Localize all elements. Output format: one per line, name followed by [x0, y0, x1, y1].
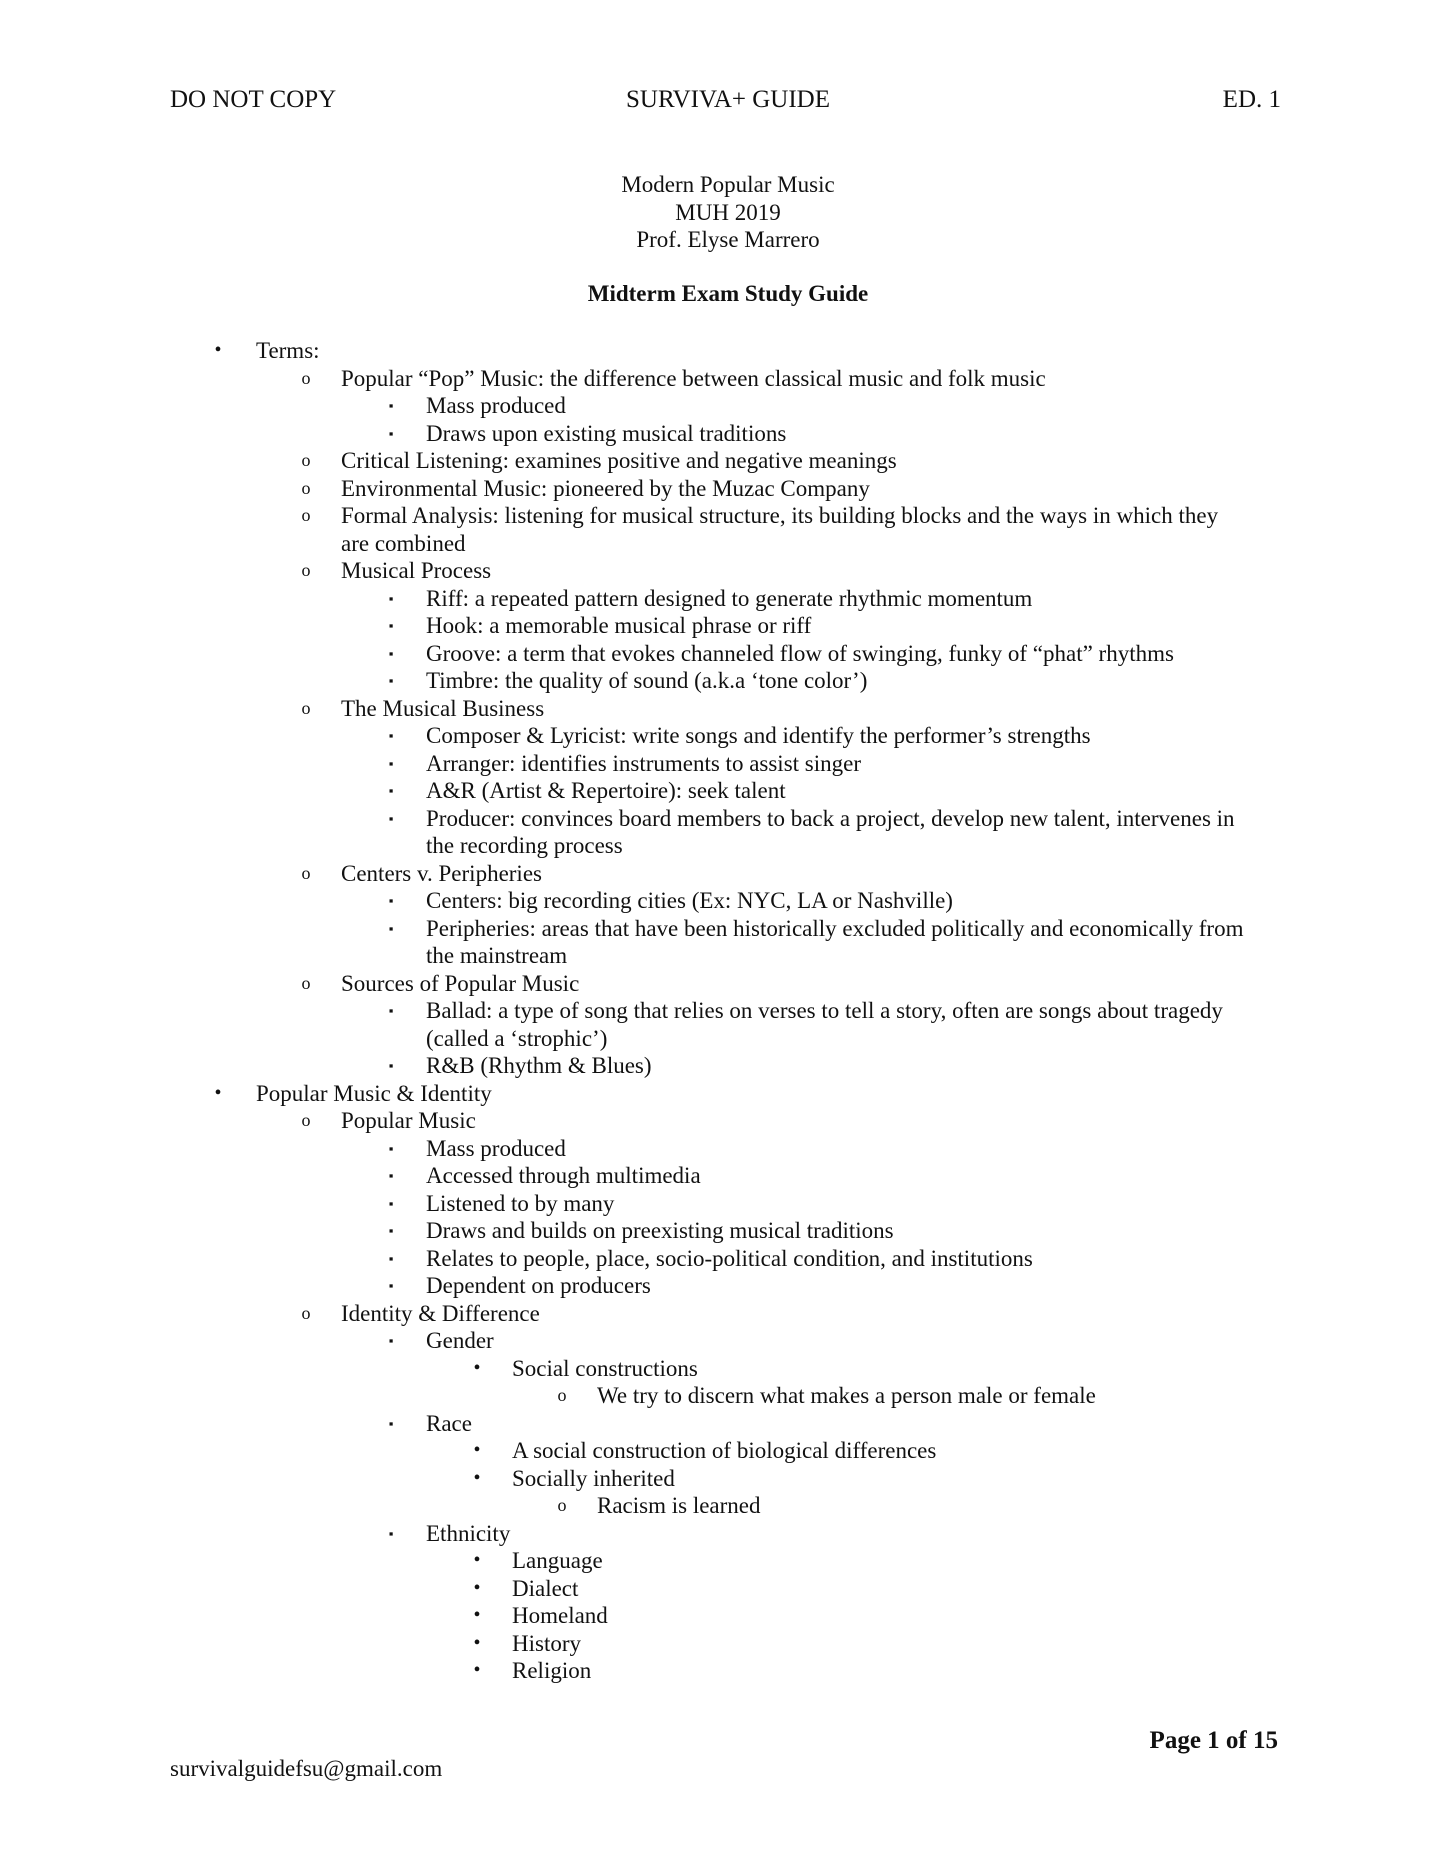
outline-item-text: Dialect: [512, 1575, 579, 1601]
outline-item-text: Listened to by many: [426, 1190, 615, 1216]
outline-item-level-3: [0, 1245, 1456, 1273]
outline-item-text: Centers v. Peripheries: [341, 860, 542, 886]
outline-item-level-2: [0, 695, 1456, 723]
outline-item-text: Language: [512, 1548, 603, 1573]
bullet-marker-icon: •: [214, 339, 222, 361]
course-code: MUH 2019: [675, 199, 781, 225]
outline-item-level-2: [0, 860, 1456, 888]
outline-item-level-4: [0, 1575, 1456, 1603]
bullet-marker-icon: ▪: [388, 425, 394, 441]
outline-item-text: Ballad: a type of song that relies on verses to tell a story, often are songs about tragedy: [426, 998, 1223, 1023]
outline-item-text: Mass produced: [426, 393, 566, 418]
bullet-marker-icon: •: [473, 1439, 481, 1461]
outline-item-level-3: [0, 1520, 1456, 1548]
outline-item-continuation: [0, 832, 1456, 860]
outline-item-level-4: [0, 1547, 1456, 1575]
outline-item-text: Accessed through multimedia: [426, 1163, 701, 1188]
outline-item-text: Popular “Pop” Music: the difference between classical music and folk music: [341, 365, 1046, 391]
bullet-marker-icon: o: [301, 1302, 311, 1323]
outline-item-text: Popular Music: [341, 1108, 476, 1133]
outline-item-level-5: [0, 1492, 1456, 1520]
outline-item-text: Timbre: the quality of sound (a.k.a ‘tone color’): [426, 668, 868, 693]
outline-item-text: Groove: a term that evokes channeled flow of swinging, funky of “phat” rhythms: [426, 640, 1174, 666]
outline-item-level-3: [0, 750, 1456, 778]
outline-item-level-2: [0, 557, 1456, 585]
outline-item-level-3: [0, 1052, 1456, 1080]
outline-item-continuation: [0, 530, 1456, 558]
outline-item-text: Terms:: [256, 338, 320, 363]
bullet-marker-icon: ▪: [388, 645, 394, 661]
bullet-marker-icon: o: [301, 505, 311, 525]
bullet-marker-icon: ▪: [388, 1278, 394, 1293]
bullet-marker-icon: ▪: [388, 1003, 394, 1018]
outline-item-continuation-text: are combined: [341, 530, 466, 556]
outline-item-text: Relates to people, place, socio-political condition, and institutions: [426, 1245, 1033, 1271]
outline-item-level-4: [0, 1355, 1456, 1383]
bullet-marker-icon: o: [301, 367, 311, 388]
outline-item-level-3: [0, 667, 1456, 695]
outline-item-level-2: [0, 447, 1456, 475]
outline-item-text: Socially inherited: [512, 1465, 675, 1491]
bullet-marker-icon: ▪: [388, 1223, 394, 1238]
outline-item-text: Riff: a repeated pattern designed to generate rhythmic momentum: [426, 585, 1033, 611]
outline-item-text: Producer: convinces board members to back a project, develop new talent, intervenes in: [426, 805, 1235, 831]
bullet-marker-icon: •: [473, 1604, 481, 1626]
professor-name: Prof. Elyse Marrero: [636, 227, 820, 252]
bullet-marker-icon: ▪: [388, 893, 394, 908]
outline-item-text: Popular Music & Identity: [256, 1080, 492, 1106]
header-left-text: DO NOT COPY: [170, 86, 337, 113]
outline-item-level-4: [0, 1465, 1456, 1493]
outline-item-text: Formal Analysis: listening for musical structure, its building blocks and the ways in which they: [341, 503, 1219, 528]
header-center-text: SURVIVA+ GUIDE: [625, 86, 830, 113]
outline-item-level-4: [0, 1630, 1456, 1658]
outline-item-level-3: [0, 585, 1456, 613]
bullet-marker-icon: ▪: [388, 1195, 394, 1211]
bullet-marker-icon: ▪: [388, 920, 394, 936]
page-number: [1150, 1727, 1278, 1755]
bullet-marker-icon: ▪: [388, 1250, 394, 1266]
page-label: Page: [1149, 1727, 1208, 1754]
bullet-marker-icon: •: [473, 1659, 481, 1681]
bullet-marker-icon: o: [301, 862, 311, 883]
course-name: Modern Popular Music: [621, 172, 835, 197]
bullet-marker-icon: ▪: [388, 618, 394, 633]
bullet-marker-icon: o: [301, 697, 311, 718]
outline-item-text: Racism is learned: [597, 1493, 761, 1518]
outline-item-text: Critical Listening: examines positive and negative meanings: [341, 448, 897, 473]
outline-item-level-3: [0, 915, 1456, 943]
outline-item-text: We try to discern what makes a person male or female: [597, 1383, 1096, 1408]
outline-item-text: Composer & Lyricist: write songs and identify the performer’s strengths: [426, 723, 1091, 748]
outline-item-level-1: [0, 1080, 1456, 1108]
outline-item-text: Environmental Music: pioneered by the Muzac Company: [341, 475, 870, 501]
bullet-marker-icon: ▪: [388, 1168, 394, 1183]
outline-item-text: Arranger: identifies instruments to assist singer: [426, 750, 862, 776]
outline-item-text: Peripheries: areas that have been historically excluded politically and economically from: [426, 915, 1244, 941]
outline-item-continuation: [0, 942, 1456, 970]
bullet-marker-icon: ▪: [388, 1333, 394, 1348]
outline-item-level-3: [0, 392, 1456, 420]
outline-item-level-3: [0, 1162, 1456, 1190]
outline-item-text: Musical Process: [341, 558, 492, 583]
outline-item-text: Gender: [426, 1328, 494, 1353]
outline-item-level-3: [0, 420, 1456, 448]
outline-item-level-1: [0, 337, 1456, 365]
outline-item-level-3: [0, 805, 1456, 833]
outline-item-level-2: [0, 475, 1456, 503]
bullet-marker-icon: o: [301, 450, 311, 470]
bullet-marker-icon: o: [301, 477, 311, 498]
outline-item-level-4: [0, 1602, 1456, 1630]
bullet-marker-icon: •: [473, 1466, 481, 1489]
outline-item-level-5: [0, 1382, 1456, 1410]
outline-item-level-4: [0, 1657, 1456, 1685]
bullet-marker-icon: ▪: [388, 755, 394, 771]
bullet-marker-icon: ▪: [388, 810, 394, 826]
outline-item-text: Identity & Difference: [341, 1300, 540, 1326]
outline-item-level-3: [0, 612, 1456, 640]
bullet-marker-icon: •: [473, 1549, 481, 1571]
outline-item-level-3: [0, 887, 1456, 915]
study-guide-title: Midterm Exam Study Guide: [587, 281, 869, 306]
bullet-marker-icon: ▪: [388, 728, 394, 743]
outline-item-text: Ethnicity: [426, 1520, 511, 1546]
bullet-marker-icon: o: [557, 1495, 567, 1515]
bullet-marker-icon: o: [301, 972, 311, 993]
outline-item-level-3: [0, 1217, 1456, 1245]
outline-item-level-2: [0, 970, 1456, 998]
header-right-text: ED. 1: [1222, 86, 1281, 113]
outline-item-level-2: [0, 502, 1456, 530]
outline-item-level-3: [0, 1272, 1456, 1300]
outline-item-level-2: [0, 1300, 1456, 1328]
bullet-marker-icon: •: [473, 1356, 481, 1379]
outline-item-continuation: [0, 1025, 1456, 1053]
bullet-marker-icon: •: [214, 1081, 222, 1104]
outline-item-level-3: [0, 1327, 1456, 1355]
bullet-marker-icon: o: [301, 560, 311, 580]
outline-item-text: R&B (Rhythm & Blues): [426, 1053, 652, 1078]
bullet-marker-icon: ▪: [388, 1415, 394, 1431]
outline-item-text: History: [512, 1630, 581, 1656]
outline-item-text: A social construction of biological differences: [512, 1438, 937, 1463]
outline-item-level-3: [0, 640, 1456, 668]
bullet-marker-icon: ▪: [388, 1058, 394, 1073]
outline-item-level-3: [0, 1410, 1456, 1438]
outline-item-continuation-text: the mainstream: [426, 943, 568, 968]
bullet-marker-icon: ▪: [388, 1525, 394, 1541]
outline-item-level-3: [0, 722, 1456, 750]
outline-item-level-4: [0, 1437, 1456, 1465]
bullet-marker-icon: ▪: [388, 673, 394, 688]
page-current: 1: [1207, 1727, 1220, 1754]
outline-item-text: Hook: a memorable musical phrase or riff: [426, 613, 812, 638]
bullet-marker-icon: ▪: [388, 398, 394, 413]
outline-item-continuation-text: the recording process: [426, 833, 623, 858]
course-title-block: [0, 171, 1456, 254]
outline-item-text: Religion: [512, 1658, 592, 1683]
page-of-label: of: [1219, 1727, 1253, 1754]
bullet-marker-icon: ▪: [388, 783, 394, 798]
outline-item-level-3: [0, 777, 1456, 805]
outline-item-text: Homeland: [512, 1603, 608, 1628]
bullet-marker-icon: o: [557, 1385, 567, 1405]
outline-item-text: A&R (Artist & Repertoire): seek talent: [426, 778, 786, 803]
outline-item-text: The Musical Business: [341, 695, 545, 721]
outline-item-text: Sources of Popular Music: [341, 970, 580, 996]
bullet-marker-icon: •: [473, 1576, 481, 1599]
outline-item-level-2: [0, 1107, 1456, 1135]
bullet-marker-icon: o: [301, 1110, 311, 1130]
outline-item-level-3: [0, 997, 1456, 1025]
outline-item-text: Social constructions: [512, 1355, 698, 1381]
page-total: 15: [1253, 1727, 1278, 1754]
footer-email: survivalguidefsu@gmail.com: [170, 1756, 443, 1781]
outline-item-text: Centers: big recording cities (Ex: NYC, LA or Nashville): [426, 888, 953, 913]
outline-item-text: Draws upon existing musical traditions: [426, 420, 787, 446]
outline-item-continuation-text: (called a ‘strophic’): [426, 1025, 608, 1051]
outline-item-text: Draws and builds on preexisting musical traditions: [426, 1218, 894, 1243]
outline-item-text: Dependent on producers: [426, 1273, 651, 1298]
outline-item-level-2: [0, 365, 1456, 393]
outline-item-text: Race: [426, 1410, 472, 1436]
outline-item-level-3: [0, 1135, 1456, 1163]
bullet-marker-icon: ▪: [388, 590, 394, 606]
bullet-marker-icon: •: [473, 1631, 481, 1654]
outline-item-level-3: [0, 1190, 1456, 1218]
outline-item-text: Mass produced: [426, 1135, 566, 1161]
bullet-marker-icon: ▪: [388, 1140, 394, 1156]
